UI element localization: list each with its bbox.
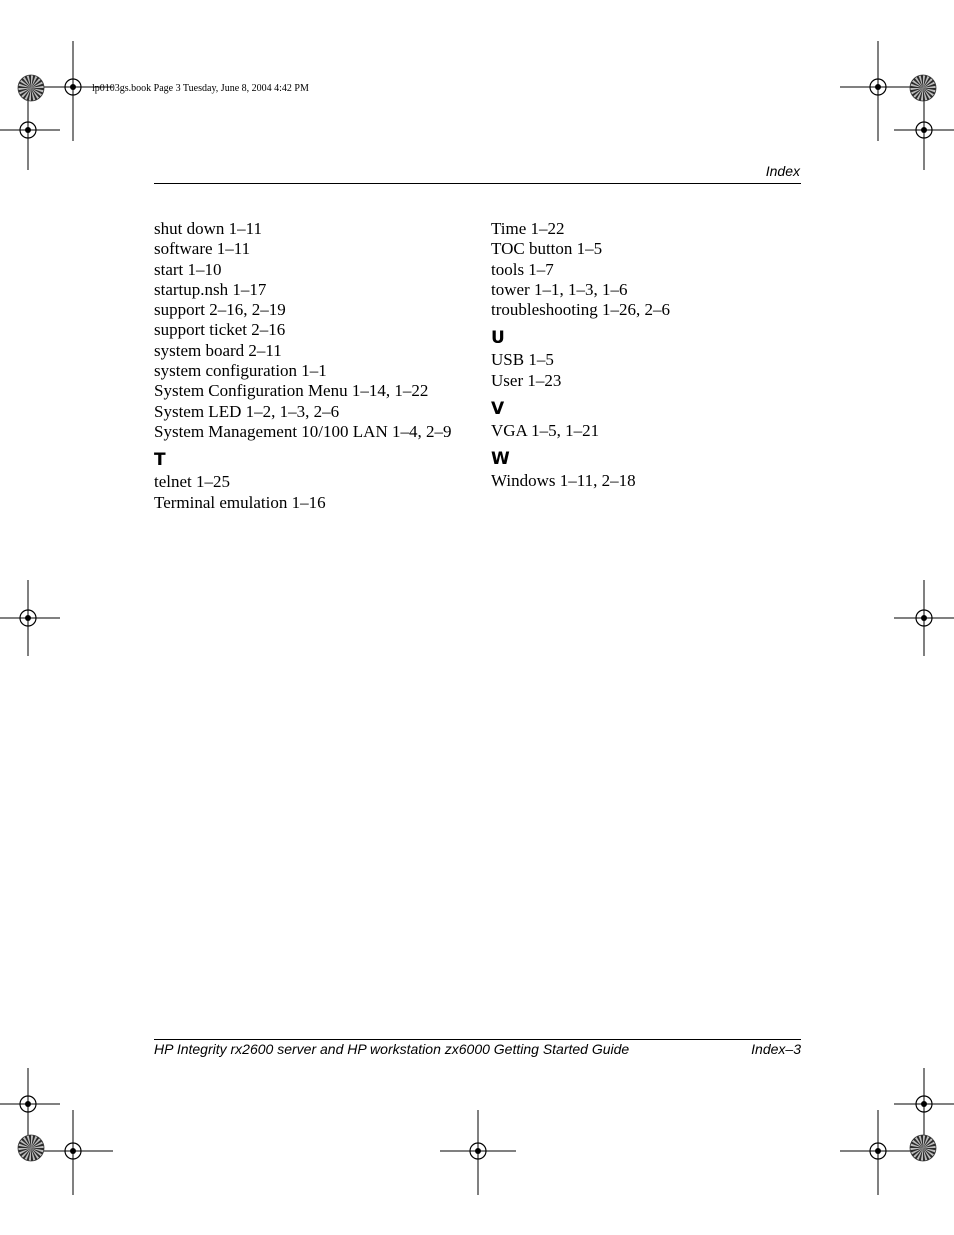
- index-letter-heading: U: [491, 328, 505, 349]
- star-target-top-right: [909, 74, 937, 102]
- registration-mark-right-middle: [894, 580, 954, 656]
- footer-page-number: Index–3: [751, 1041, 801, 1057]
- index-entry: startup.nsh 1–17: [154, 279, 267, 299]
- index-entry: Time 1–22: [491, 219, 565, 238]
- index-entry: telnet 1–25: [154, 472, 231, 492]
- index-entry: System LED 1–2, 1–3, 2–6: [154, 401, 340, 421]
- index-entry: troubleshooting 1–26, 2–6: [491, 300, 670, 320]
- index-entry: tools 1–7: [491, 259, 554, 279]
- index-entry: USB 1–5: [491, 350, 554, 370]
- star-target-bottom-right: [909, 1134, 937, 1162]
- registration-mark-bottom-right: [840, 1110, 910, 1195]
- index-entry: system configuration 1–1: [154, 361, 327, 381]
- index-entry: System Management 10/100 LAN 1–4, 2–9: [154, 421, 452, 441]
- registration-mark-left-upper: [0, 100, 60, 170]
- print-slug: lp0103gs.book Page 3 Tuesday, June 8, 2004 4:42 PM: [92, 83, 309, 94]
- registration-mark-bottom-center: [440, 1110, 516, 1195]
- index-entry: VGA 1–5, 1–21: [491, 421, 600, 441]
- index-entry: tower 1–1, 1–3, 1–6: [491, 279, 628, 299]
- index-letter-heading: W: [491, 449, 510, 470]
- registration-mark-bottom-left: [43, 1110, 113, 1195]
- index-entry: Windows 1–11, 2–18: [491, 471, 636, 491]
- running-head: Index: [765, 163, 800, 179]
- index-column-right: [491, 219, 801, 492]
- index-entry: System Configuration Menu 1–14, 1–22: [154, 381, 429, 401]
- star-target-top-left: [17, 74, 45, 102]
- index-entry: shut down 1–11: [154, 219, 262, 238]
- index-entry: support 2–16, 2–19: [154, 300, 286, 320]
- registration-mark-right-upper: [894, 100, 954, 170]
- index-entry: support ticket 2–16: [154, 320, 286, 340]
- index-entry: software 1–11: [154, 239, 251, 259]
- footer-rule: [154, 1039, 801, 1040]
- index-letter-heading: T: [154, 450, 166, 471]
- index-entry: Terminal emulation 1–16: [154, 492, 326, 512]
- index-entry: User 1–23: [491, 370, 562, 390]
- header-rule: [154, 183, 801, 184]
- registration-mark-left-middle: [0, 580, 60, 656]
- index-entry: start 1–10: [154, 259, 222, 279]
- star-target-bottom-left: [17, 1134, 45, 1162]
- index-letter-heading: V: [491, 399, 505, 420]
- index-column-left: [154, 219, 474, 513]
- index-entry: TOC button 1–5: [491, 239, 603, 259]
- footer-book-title: HP Integrity rx2600 server and HP workstation zx6000 Getting Started Guide: [154, 1041, 630, 1057]
- index-entry: system board 2–11: [154, 340, 282, 360]
- page-footer: [154, 1041, 801, 1057]
